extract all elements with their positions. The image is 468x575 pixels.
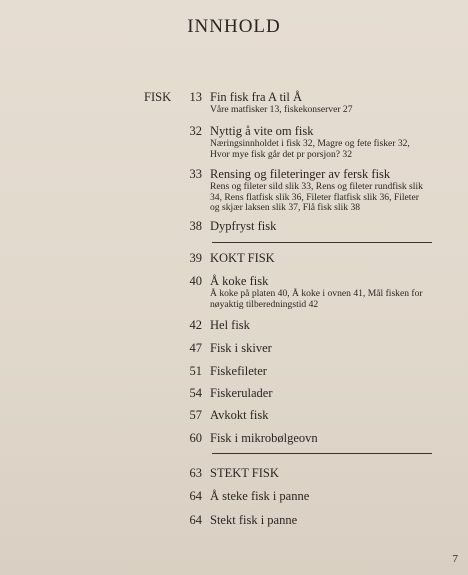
entry-page: 64 (189, 513, 202, 527)
entry-page: 54 (189, 386, 202, 400)
entry-page: 51 (189, 364, 202, 378)
entry-page: 39 (189, 251, 202, 265)
entry-subtext-line: 34, Rens flatfisk slik 36, Fileter flatfisk slik 36, Fileter (210, 191, 419, 203)
entry-heading: Hel fisk (210, 318, 250, 332)
entry-heading: Fiskefileter (210, 364, 267, 378)
entry-heading: Fisk i skiver (210, 341, 272, 355)
entry-heading: Nyttig å vite om fisk (210, 124, 314, 138)
entry-heading: STEKT FISK (210, 466, 279, 480)
entry-page: 64 (189, 489, 202, 503)
entry-page: 63 (189, 466, 202, 480)
entry-heading: Å koke fisk (210, 274, 269, 288)
entry-page: 47 (189, 341, 202, 355)
entry-heading: Fisk i mikrobølgeovn (210, 431, 318, 445)
entry-subtext (210, 289, 423, 310)
page-title: INNHOLD (187, 16, 281, 37)
entry-heading: Å steke fisk i panne (210, 489, 310, 503)
entry-page: 33 (189, 167, 202, 181)
entry-heading: Fin fisk fra A til Å (210, 90, 303, 104)
entry-heading: Avkokt fisk (210, 408, 269, 422)
entry-heading: KOKT FISK (210, 251, 275, 265)
entry-subtext (210, 139, 410, 160)
divider-rule (212, 242, 432, 243)
entry-subtext-line: Næringsinnholdet i fisk 32, Magre og fete fisker 32, (210, 138, 410, 149)
entry-subtext-line: Hvor mye fisk går det pr porsjon? 32 (210, 148, 353, 160)
entry-subtext-line: nøyaktig tilberedningstid 42 (210, 298, 319, 310)
entry-page: 32 (189, 124, 202, 138)
entry-page: 60 (189, 431, 202, 445)
entry-page: 38 (189, 219, 202, 233)
entry-heading: Fiskerulader (210, 386, 273, 400)
section-label: FISK (144, 90, 172, 104)
entry-page: 57 (189, 408, 202, 422)
entry-subtext (210, 105, 353, 116)
entry-heading: Rensing og fileteringer av fersk fisk (210, 167, 391, 181)
entry-heading: Stekt fisk i panne (210, 513, 298, 527)
entry-subtext (210, 182, 423, 214)
entry-heading: Dypfryst fisk (210, 219, 277, 233)
entry-page: 13 (189, 90, 202, 104)
page-number: 7 (452, 553, 458, 565)
entry-subtext-line: Å koke på platen 40, Å koke i ovnen 41, Mål fisken for (210, 288, 423, 299)
divider-rule (212, 453, 432, 454)
entry-subtext-line: Rens og fileter sild slik 33, Rens og fileter rundfisk slik (210, 181, 423, 192)
entry-subtext-line: og skjær laksen slik 37, Flå fisk slik 38 (210, 202, 361, 213)
entry-subtext-line: Våre matfisker 13, fiskekonserver 27 (210, 104, 353, 115)
entry-page: 42 (189, 318, 202, 332)
entry-page: 40 (189, 274, 202, 288)
